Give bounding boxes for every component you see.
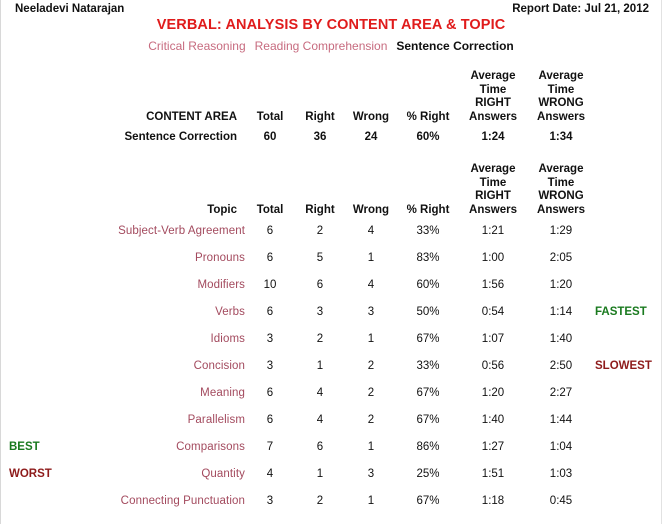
topic-wrong: 2 bbox=[367, 359, 375, 372]
row-note-badge bbox=[595, 325, 662, 352]
topic-total: 6 bbox=[266, 386, 274, 399]
table-row bbox=[9, 379, 662, 406]
row-flag-badge bbox=[9, 298, 97, 325]
col-header-right: Right bbox=[305, 110, 335, 123]
row-flag-badge: BEST bbox=[9, 440, 40, 453]
topic-avg-time-right: 1:56 bbox=[481, 278, 505, 291]
topic-name: Modifiers bbox=[197, 278, 245, 291]
spacer-cell bbox=[595, 163, 662, 217]
row-note-badge bbox=[595, 271, 662, 298]
topic-avg-time-wrong: 1:44 bbox=[549, 413, 573, 426]
spacer-cell bbox=[9, 163, 97, 217]
col-header-right: Right bbox=[305, 203, 335, 216]
tab-sentence-correction[interactable]: Sentence Correction bbox=[396, 39, 514, 53]
topic-wrong: 4 bbox=[367, 224, 375, 237]
hdr-line: WRONG bbox=[538, 97, 584, 109]
hdr-line: Average bbox=[538, 70, 584, 82]
topic-pct-right: 67% bbox=[416, 332, 440, 345]
topic-avg-time-right: 1:27 bbox=[481, 440, 505, 453]
content-area-table bbox=[9, 70, 662, 143]
hdr-line: RIGHT bbox=[475, 190, 511, 202]
topic-wrong: 3 bbox=[367, 467, 375, 480]
hdr-line: WRONG bbox=[538, 190, 584, 202]
hdr-line: Answers bbox=[469, 110, 517, 123]
row-note-badge bbox=[595, 433, 662, 460]
row-flag-badge bbox=[9, 379, 97, 406]
topic-header-row bbox=[9, 163, 662, 217]
topic-name: Subject-Verb Agreement bbox=[118, 224, 245, 237]
row-flag-badge bbox=[9, 271, 97, 298]
col-header-avg-time-right bbox=[459, 70, 527, 124]
topic-name: Connecting Punctuation bbox=[120, 494, 245, 507]
topic-avg-time-right: 1:00 bbox=[481, 251, 505, 264]
topic-name: Verbs bbox=[215, 305, 245, 318]
topic-table-body bbox=[9, 217, 662, 514]
topic-pct-right: 67% bbox=[416, 494, 440, 507]
hdr-line: Answers bbox=[537, 110, 585, 123]
hdr-line: Time bbox=[479, 176, 507, 189]
topic-avg-time-right: 1:40 bbox=[481, 413, 505, 426]
topic-pct-right: 33% bbox=[416, 359, 440, 372]
content-area-name: Sentence Correction bbox=[124, 131, 237, 143]
page-title: VERBAL: ANALYSIS BY CONTENT AREA & TOPIC bbox=[156, 17, 506, 33]
row-flag-badge bbox=[9, 325, 97, 352]
topic-avg-time-wrong: 2:50 bbox=[549, 359, 573, 372]
col-header-wrong: Wrong bbox=[352, 203, 390, 216]
spacer-cell bbox=[9, 124, 97, 143]
table-row bbox=[9, 460, 662, 487]
hdr-line: Average bbox=[538, 163, 584, 175]
topic-avg-time-wrong: 1:40 bbox=[549, 332, 573, 345]
topic-pct-right: 60% bbox=[416, 278, 440, 291]
topic-avg-time-wrong: 1:20 bbox=[549, 278, 573, 291]
topic-table bbox=[9, 163, 662, 514]
topic-right: 5 bbox=[316, 251, 324, 264]
row-flag-badge bbox=[9, 217, 97, 244]
hdr-line: Time bbox=[547, 83, 575, 96]
topic-wrong: 4 bbox=[367, 278, 375, 291]
row-note-badge bbox=[595, 460, 662, 487]
topic-avg-time-wrong: 2:05 bbox=[549, 251, 573, 264]
topic-wrong: 3 bbox=[367, 305, 375, 318]
topic-total: 10 bbox=[263, 278, 277, 291]
topic-total: 3 bbox=[266, 494, 274, 507]
spacer-cell bbox=[595, 124, 662, 143]
topic-right: 6 bbox=[316, 278, 324, 291]
table-row bbox=[9, 352, 662, 379]
spacer-cell bbox=[9, 70, 97, 124]
topic-pct-right: 67% bbox=[416, 386, 440, 399]
col-header-content-area: CONTENT AREA bbox=[146, 110, 237, 123]
col-header-avg-time-right bbox=[459, 163, 527, 217]
content-area-wrong: 24 bbox=[364, 131, 378, 143]
topic-avg-time-wrong: 1:14 bbox=[549, 305, 573, 318]
report-date: Report Date: Jul 21, 2012 bbox=[512, 3, 649, 15]
table-row bbox=[9, 433, 662, 460]
row-note-badge bbox=[595, 379, 662, 406]
row-flag-badge bbox=[9, 487, 97, 514]
col-header-avg-time-wrong bbox=[527, 163, 595, 217]
row-note-badge bbox=[595, 244, 662, 271]
col-header-topic: Topic bbox=[207, 203, 237, 216]
content-area-total: 60 bbox=[263, 131, 277, 143]
topic-avg-time-wrong: 0:45 bbox=[549, 494, 573, 507]
tab-critical-reasoning[interactable]: Critical Reasoning bbox=[148, 39, 246, 53]
topic-right: 2 bbox=[316, 332, 324, 345]
topic-total: 4 bbox=[266, 467, 274, 480]
topic-total: 3 bbox=[266, 332, 274, 345]
topic-total: 6 bbox=[266, 224, 274, 237]
tab-reading-comprehension[interactable]: Reading Comprehension bbox=[254, 39, 388, 53]
student-name: Neeladevi Natarajan bbox=[15, 3, 125, 15]
hdr-line: Average bbox=[470, 163, 516, 175]
topic-avg-time-right: 1:51 bbox=[481, 467, 505, 480]
spacer-cell bbox=[595, 70, 662, 124]
topic-name: Quantity bbox=[201, 467, 245, 480]
col-header-total: Total bbox=[256, 203, 284, 216]
topic-avg-time-wrong: 1:03 bbox=[549, 467, 573, 480]
topic-total: 6 bbox=[266, 413, 274, 426]
section-tabs bbox=[1, 39, 661, 53]
hdr-line: Time bbox=[547, 176, 575, 189]
topic-pct-right: 67% bbox=[416, 413, 440, 426]
topic-right: 1 bbox=[316, 467, 324, 480]
row-flag-badge bbox=[9, 244, 97, 271]
topic-avg-time-right: 1:20 bbox=[481, 386, 505, 399]
topic-avg-time-right: 0:56 bbox=[481, 359, 505, 372]
topic-avg-time-right: 1:18 bbox=[481, 494, 505, 507]
topic-wrong: 1 bbox=[367, 440, 375, 453]
topic-pct-right: 25% bbox=[416, 467, 440, 480]
topic-right: 2 bbox=[316, 224, 324, 237]
topic-avg-time-wrong: 1:04 bbox=[549, 440, 573, 453]
hdr-line: Answers bbox=[537, 203, 585, 216]
row-flag-badge bbox=[9, 352, 97, 379]
topic-total: 6 bbox=[266, 251, 274, 264]
topic-avg-time-wrong: 1:29 bbox=[549, 224, 573, 237]
table-row bbox=[9, 487, 662, 514]
content-area-header-row bbox=[9, 70, 662, 124]
content-area-row bbox=[9, 124, 662, 143]
col-header-wrong: Wrong bbox=[352, 110, 390, 123]
row-note-badge bbox=[595, 217, 662, 244]
topic-total: 6 bbox=[266, 305, 274, 318]
hdr-line: Answers bbox=[469, 203, 517, 216]
topic-pct-right: 33% bbox=[416, 224, 440, 237]
hdr-line: RIGHT bbox=[475, 97, 511, 109]
topic-right: 4 bbox=[316, 413, 324, 426]
topic-name: Meaning bbox=[200, 386, 245, 399]
table-row bbox=[9, 298, 662, 325]
topic-wrong: 1 bbox=[367, 332, 375, 345]
topic-right: 1 bbox=[316, 359, 324, 372]
hdr-line: Time bbox=[479, 83, 507, 96]
topic-right: 2 bbox=[316, 494, 324, 507]
content-area-right: 36 bbox=[313, 131, 327, 143]
content-area-avg-time-wrong: 1:34 bbox=[549, 131, 573, 143]
topic-name: Concision bbox=[193, 359, 245, 372]
row-note-badge: SLOWEST bbox=[595, 359, 652, 372]
topic-name: Pronouns bbox=[194, 251, 245, 264]
row-note-badge bbox=[595, 487, 662, 514]
topic-pct-right: 50% bbox=[416, 305, 440, 318]
topic-right: 3 bbox=[316, 305, 324, 318]
topic-name: Idioms bbox=[210, 332, 245, 345]
row-note-badge: FASTEST bbox=[595, 305, 647, 318]
col-header-total: Total bbox=[256, 110, 284, 123]
row-note-badge bbox=[595, 406, 662, 433]
row-flag-badge bbox=[9, 406, 97, 433]
table-row bbox=[9, 271, 662, 298]
topic-wrong: 2 bbox=[367, 413, 375, 426]
topic-total: 3 bbox=[266, 359, 274, 372]
topic-pct-right: 83% bbox=[416, 251, 440, 264]
table-row bbox=[9, 406, 662, 433]
table-row bbox=[9, 217, 662, 244]
col-header-avg-time-wrong bbox=[527, 70, 595, 124]
col-header-pct-right: % Right bbox=[406, 110, 450, 123]
topic-wrong: 2 bbox=[367, 386, 375, 399]
content-area-avg-time-right: 1:24 bbox=[481, 131, 505, 143]
topic-right: 4 bbox=[316, 386, 324, 399]
topic-right: 6 bbox=[316, 440, 324, 453]
table-row bbox=[9, 244, 662, 271]
topic-avg-time-right: 0:54 bbox=[481, 305, 505, 318]
topic-wrong: 1 bbox=[367, 494, 375, 507]
topic-avg-time-wrong: 2:27 bbox=[549, 386, 573, 399]
topic-avg-time-right: 1:21 bbox=[481, 224, 505, 237]
content-area-pct-right: 60% bbox=[416, 131, 440, 143]
topic-name: Parallelism bbox=[187, 413, 245, 426]
topic-name: Comparisons bbox=[176, 440, 245, 453]
topic-total: 7 bbox=[266, 440, 274, 453]
hdr-line: Average bbox=[470, 70, 516, 82]
table-row bbox=[9, 325, 662, 352]
topic-pct-right: 86% bbox=[416, 440, 440, 453]
topic-avg-time-right: 1:07 bbox=[481, 332, 505, 345]
topic-wrong: 1 bbox=[367, 251, 375, 264]
col-header-pct-right: % Right bbox=[406, 203, 450, 216]
row-flag-badge: WORST bbox=[9, 467, 52, 480]
